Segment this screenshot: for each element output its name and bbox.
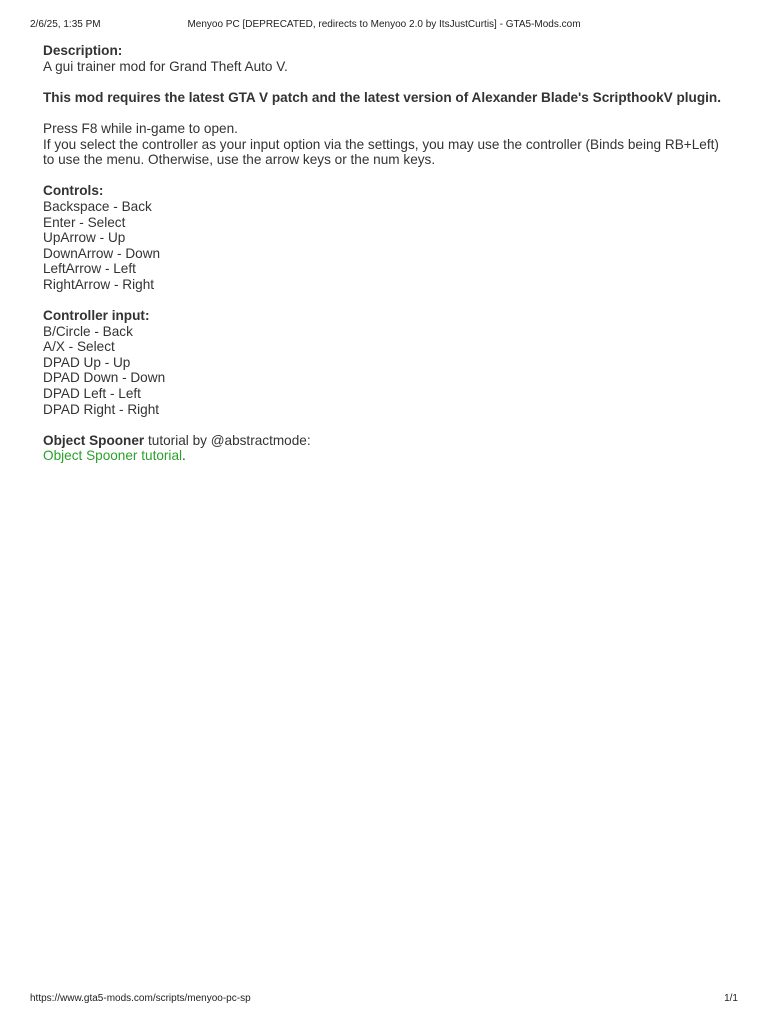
controller-input-heading: Controller input: [43,308,150,324]
spacer [43,74,733,90]
print-url: https://www.gta5-mods.com/scripts/menyoo-pc-sp [30,993,251,1004]
control-item: Backspace - Back [43,198,152,214]
controller-input-item: DPAD Left - Left [43,386,141,402]
spacer [43,105,733,121]
print-title: Menyoo PC [DEPRECATED, redirects to Menyoo 2.0 by ItsJustCurtis] - GTA5-Mods.com [187,19,581,30]
print-footer [30,993,738,1007]
control-item: DownArrow - Down [43,245,161,261]
control-item: UpArrow - Up [43,230,126,246]
controller-input-item: A/X - Select [43,339,115,355]
spooner-line [43,433,733,449]
spooner-link-suffix: . [182,448,186,464]
spacer [43,293,733,309]
spacer [43,168,733,184]
page-number: 1/1 [724,993,738,1004]
spooner-bold: Object Spooner [43,432,145,448]
controller-input-item: B/Circle - Back [43,323,133,339]
controls-heading: Controls: [43,183,104,199]
control-item: Enter - Select [43,214,126,230]
control-item: RightArrow - Right [43,276,155,292]
control-item: LeftArrow - Left [43,261,136,277]
print-date: 2/6/25, 1:35 PM [30,19,101,30]
spooner-tutorial-link[interactable]: Object Spooner tutorial [43,448,183,464]
description-heading: Description: [43,43,123,58]
controller-input-item: DPAD Down - Down [43,370,166,386]
spooner-rest: tutorial by @abstractmode: [144,432,311,448]
controller-input-item: DPAD Right - Right [43,401,160,417]
page-content [43,43,733,464]
print-header [30,19,738,33]
usage-line-controller: If you select the controller as your input option via the settings, you may use the controller (Binds being RB+Left) to use the menu. Otherwise, use the arrow keys or the num keys. [43,136,719,168]
controller-input-item: DPAD Up - Up [43,354,131,370]
spooner-link-line [43,448,733,464]
description-text: A gui trainer mod for Grand Theft Auto V. [43,58,288,74]
spacer [43,417,733,433]
usage-line-open: Press F8 while in-game to open. [43,120,238,136]
requirement-text: This mod requires the latest GTA V patch and the latest version of Alexander Blade's ScripthookV plugin. [43,89,722,105]
